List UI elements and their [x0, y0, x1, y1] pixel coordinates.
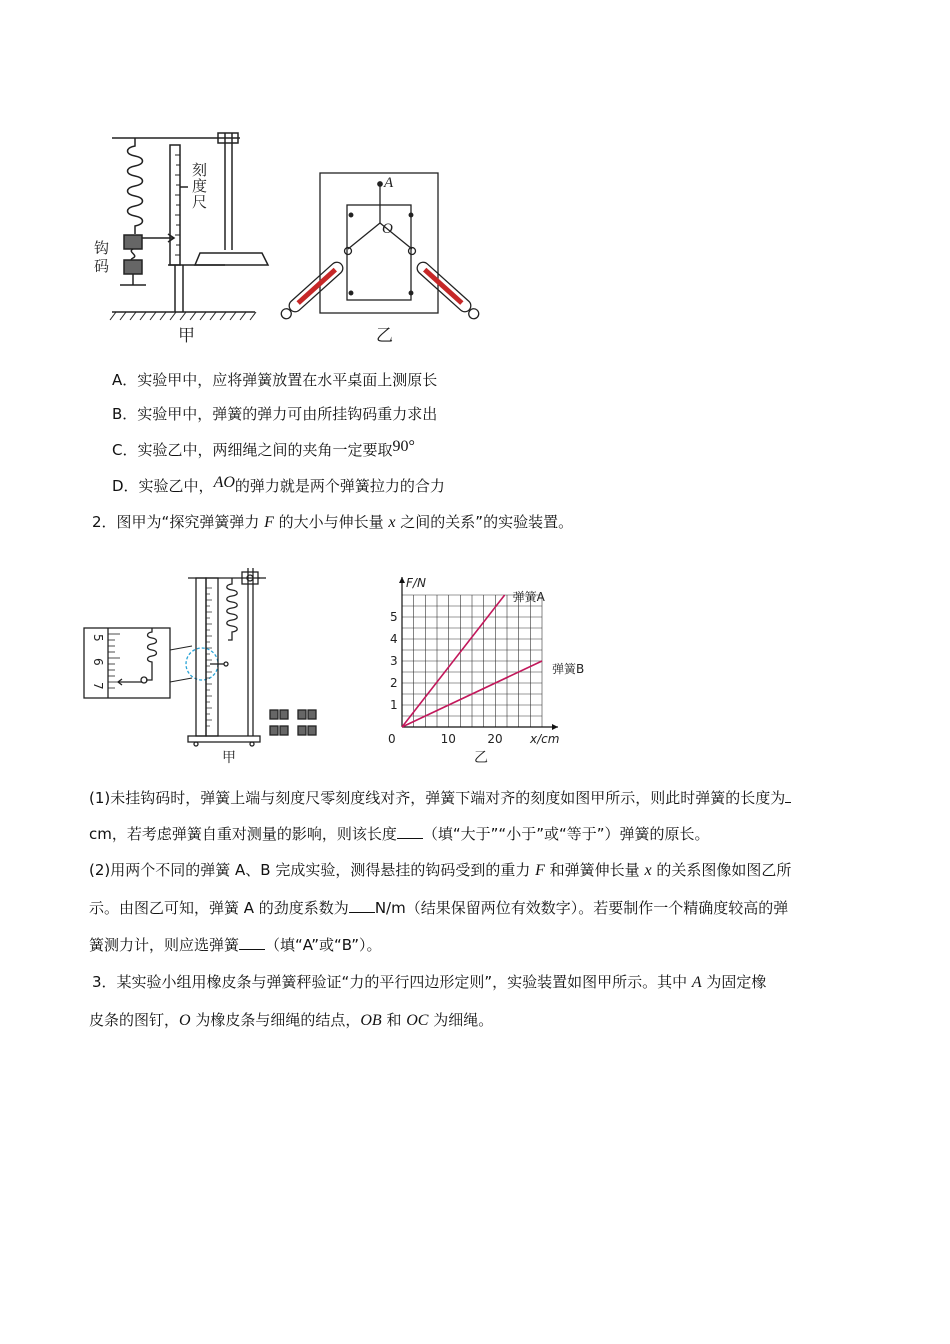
option-d-prefix: D．实验乙中，: [112, 477, 214, 495]
y-tick-label: 4: [390, 632, 398, 646]
y-axis-arrow: [399, 577, 405, 583]
option-c-text: C．实验乙中，两细绳之间的夹角一定要取: [112, 441, 393, 459]
option-d-math: AO: [213, 474, 235, 491]
ruler-label-1: 刻: [192, 161, 208, 179]
series-label-spring-a: 弹簧A: [512, 590, 545, 604]
figure-1: [80, 125, 520, 350]
y-tick-label: 2: [390, 676, 398, 690]
y-tick-label: 1: [390, 698, 398, 712]
option-b: B．实验甲中，弹簧的弹力可由所挂钩码重力求出: [112, 405, 438, 423]
q2-p2-line3: 簧测力计，则应选弹簧 （填“A”或“B”）。: [89, 936, 382, 954]
ruler-label-2: 度: [192, 177, 208, 195]
option-d-suffix: 的弹力就是两个弹簧拉力的合力: [234, 477, 445, 495]
q3-line1: 3．某实验小组用橡皮条与弹簧秤验证“力的平行四边形定则”，实验装置如图甲所示。其中 A 为固定橡: [92, 973, 767, 991]
x-tick-label: 0: [388, 732, 396, 746]
q2-p2-line1: (2)用两个不同的弹簧 A、B 完成实验，测得悬挂的钩码受到的重力 F 和弹簧伸长量 x 的关系图像如图乙所: [89, 861, 792, 879]
option-c: [112, 440, 415, 461]
q2-intro: 2．图甲为“探究弹簧弹力 F 的大小与伸长量 x 之间的关系”的实验装置。: [92, 513, 574, 531]
y-axis-label: F/N: [406, 576, 426, 590]
spring: [128, 138, 143, 234]
chart-grid: [402, 595, 542, 727]
option-c-math: 90°: [392, 438, 415, 455]
weight-label-1: 钩: [94, 239, 110, 257]
figure-2-jia: [80, 560, 330, 765]
label-jia: 甲: [178, 326, 195, 346]
q3-line2: 皮条的图钉，O 为橡皮条与细绳的结点，OB 和 OC 为细绳。: [89, 1011, 494, 1029]
y-tick-label: 5: [390, 610, 398, 624]
inset-tick-7: 7: [91, 682, 105, 690]
force-extension-chart: [380, 555, 600, 770]
series-label-spring-b: 弹簧B: [552, 662, 585, 676]
answer-blank-k: [349, 898, 375, 913]
answer-blank-length: [785, 788, 791, 803]
x-axis-label: x/cm: [530, 732, 560, 746]
x-tick-label: 20: [487, 732, 503, 746]
option-a: A．实验甲中，应将弹簧放置在水平桌面上测原长: [112, 371, 438, 389]
q2-p1-line1: (1)未挂钩码时，弹簧上端与刻度尺零刻度线对齐，弹簧下端对齐的刻度如图甲所示，则此时弹簧的长度为: [89, 788, 791, 808]
q2-p2-line2: 示。由图乙可知，弹簧 A 的劲度系数为 N/m（结果保留两位有效数字）。若要制作一个精确度较高的弹: [89, 899, 789, 917]
point-o-label: O: [382, 221, 393, 237]
label-yi: 乙: [376, 326, 393, 346]
answer-blank-compare: [397, 824, 423, 839]
inset-tick-6: 6: [91, 658, 105, 666]
x-tick-label: 10: [440, 732, 456, 746]
q2-p1-line2: cm，若考虑弹簧自重对测量的影响，则该长度 （填“大于”“小于”或“等于”）弹簧的原长。: [89, 825, 710, 843]
point-a-label: A: [384, 175, 394, 191]
option-d: [112, 476, 445, 497]
fig2-label-jia: 甲: [222, 750, 236, 765]
x-axis-arrow: [552, 724, 558, 730]
y-tick-label: 3: [390, 654, 398, 668]
weight-label-2: 码: [94, 257, 110, 275]
inset-tick-5: 5: [91, 634, 105, 642]
fig2-label-yi: 乙: [474, 750, 488, 766]
answer-blank-spring: [239, 935, 265, 950]
ruler-label-3: 尺: [192, 193, 208, 211]
apparatus-jia: [110, 133, 268, 320]
apparatus-yi: [279, 173, 482, 322]
